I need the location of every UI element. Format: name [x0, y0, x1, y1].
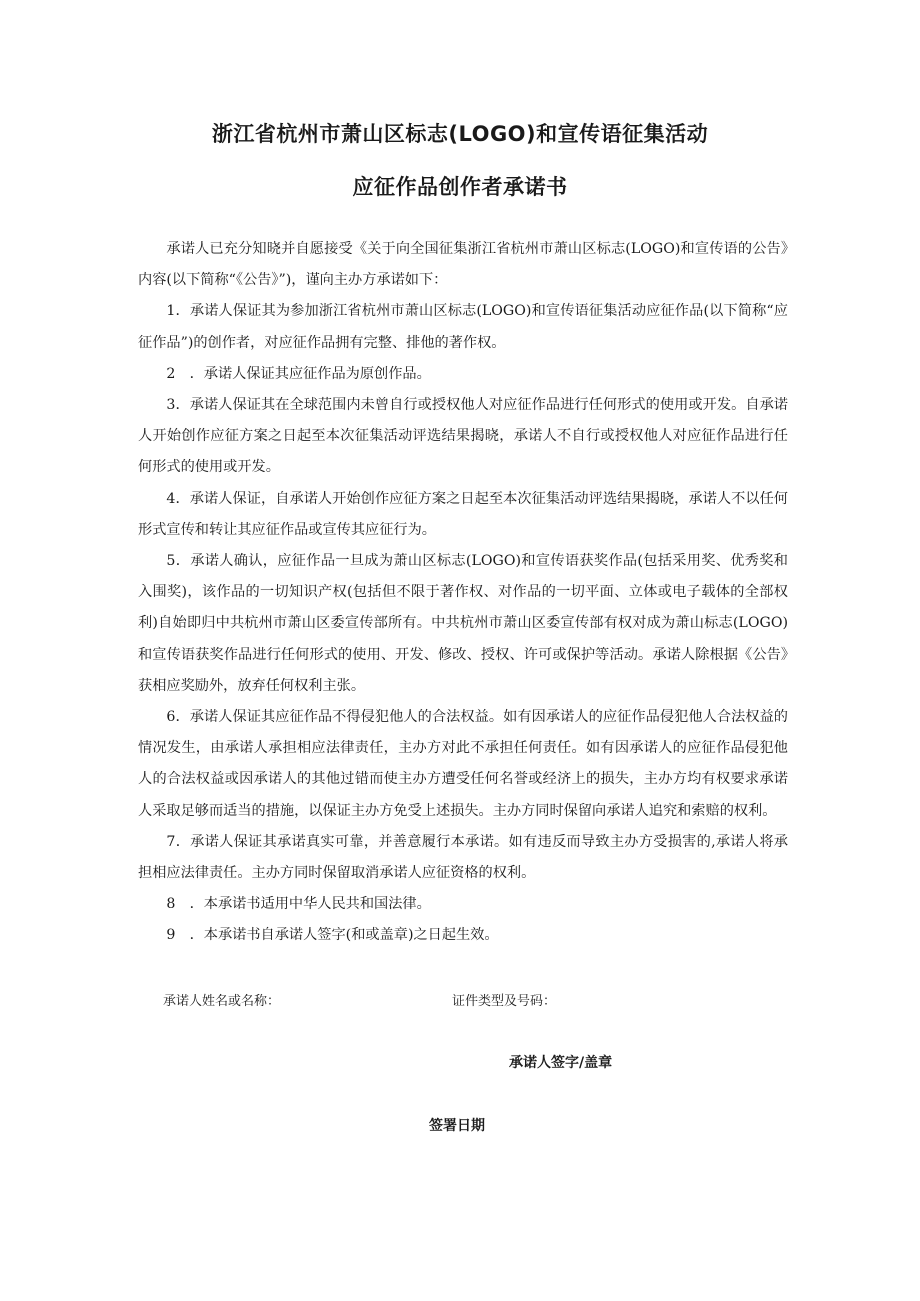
- clause-2: 2 ．承诺人保证其应征作品为原创作品。: [166, 365, 431, 382]
- document-title-line-1: 浙江省杭州市萧山区标志(LOGO)和宣传语征集活动: [211, 122, 709, 146]
- document-title-line-2: 应征作品创作者承诺书: [352, 175, 568, 199]
- clause-7: 7．承诺人保证其承诺真实可靠，并善意履行本承诺。如有违反而导致主办方受损害的,承诺人将承担相应法律责任。主办方同时保留取消承诺人应征资格的权利。: [138, 833, 788, 882]
- signing-date-label: 签署日期: [429, 1118, 485, 1134]
- clause-8: 8 ．本承诺书适用中华人民共和国法律。: [166, 896, 431, 913]
- clause-1: 1．承诺人保证其为参加浙江省杭州市萧山区标志(LOGO)和宣传语征集活动应征作品(以下简称“应征作品”)的创作者，对应征作品拥有完整、排他的著作权。: [138, 303, 788, 351]
- signer-name-label: 承诺人姓名或名称：: [163, 994, 281, 1009]
- clause-4: 4．承诺人保证，自承诺人开始创作应征方案之日起至本次征集活动评选结果揭晓，承诺人不以任何形式宣传和转让其应征作品或宣传其应征行为。: [138, 490, 788, 538]
- id-number-label: 证件类型及号码：: [452, 994, 557, 1009]
- clause-3: 3．承诺人保证其在全球范围内未曾自行或授权他人对应征作品进行任何形式的使用或开发。自承诺人开始创作应征方案之日起至本次征集活动评选结果揭晓，承诺人不自行或授权他人对应征作品进行任何形式的使用或开发。: [138, 397, 788, 476]
- clause-5: 5．承诺人确认，应征作品一旦成为萧山区标志(LOGO)和宣传语获奖作品(包括采用奖、优秀奖和入围奖)，该作品的一切知识产权(包括但不限于著作权、对作品的一切平面、立体或电子载体的全部权利)自始即归中共杭州市萧山区委宣传部所有。中共杭州市萧山区委宣传部有权对成为萧山标志(LOGO)和宣传语获奖作品进行任何形式的使用、开发、修改、授权、许可或保护等活动。承诺人除根据《公告》获相应奖励外，放弃任何权利主张。: [138, 553, 788, 694]
- signature-label: 承诺人签字/盖章: [509, 1055, 613, 1071]
- clause-6: 6．承诺人保证其应征作品不得侵犯他人的合法权益。如有因承诺人的应征作品侵犯他人合法权益的情况发生，由承诺人承担相应法律责任，主办方对此不承担任何责任。如有因承诺人的应征作品侵犯他人的合法权益或因承诺人的其他过错而使主办方遭受任何名誉或经济上的损失，主办方均有权要求承诺人采取足够而适当的措施，以保证主办方免受上述损失。主办方同时保留向承诺人追究和索赔的权利。: [138, 709, 788, 819]
- intro-paragraph: 承诺人已充分知晓并自愿接受《关于向全国征集浙江省杭州市萧山区标志(LOGO)和宣传语的公告》内容(以下简称“《公告》”)，谨向主办方承诺如下：: [138, 241, 788, 289]
- clause-9: 9 ．本承诺书自承诺人签字(和或盖章)之日起生效。: [166, 927, 499, 944]
- document-body: [138, 234, 788, 952]
